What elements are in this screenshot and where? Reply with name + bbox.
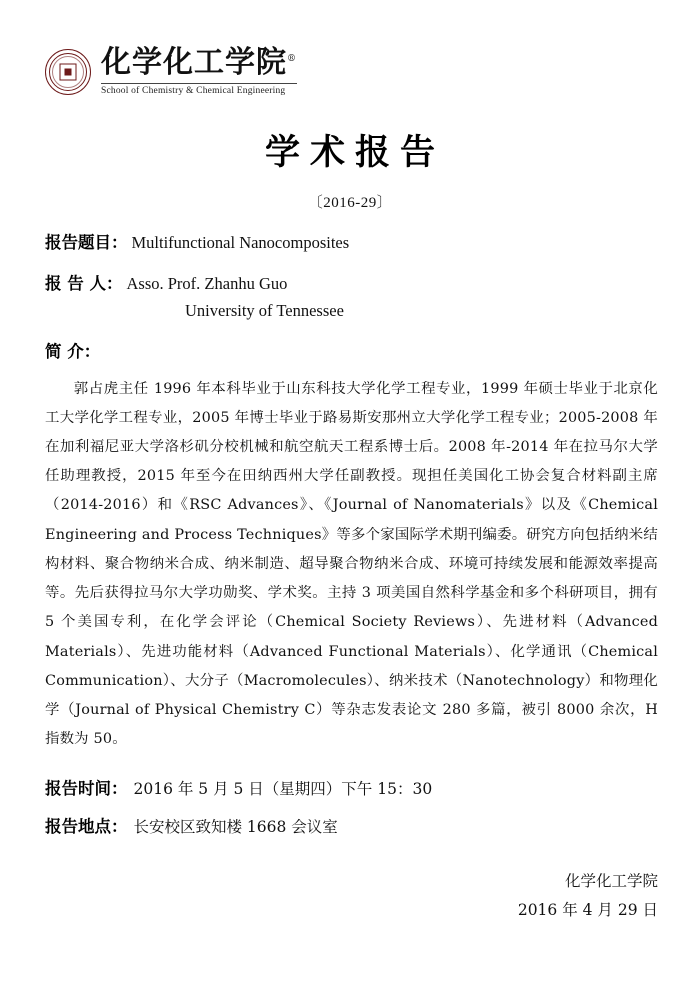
trademark-mark: ® bbox=[287, 54, 297, 64]
abstract-paragraph: 郭占虎主任 1996 年本科毕业于山东科技大学化学工程专业，1999 年硕士毕业于北京化工大学化学工程专业，2005 年博士毕业于路易斯安那州立大学化学工程专业；2005-2008 年在加利福尼亚大学洛杉矶分校机械和航空航天工程系博士后。2008 年-2014 年在拉马尔大学任助理教授，2015 年至今在田纳西州大学任副教授。现担任美国化工协会复合材料副主席（2014-2016）和《RSC Advances》、《Journal of Nanomaterials》以及《Chemical Engineering and Process Techniques》等多个家国际学术期刊编委。研究方向包括纳米结构材料、聚合物纳米合成、纳米制造、超导聚合物纳米合成、环境可持续发展和能源效率提高等。先后获得拉马尔大学功勋奖、学术奖。主持 3 项美国自然科学基金和多个科研项目，拥有 5 个美国专利，在化学会评论（Chemical Society Reviews）、先进材料（Advanced Materials）、先进功能材料（Advanced Functional Materials）、化学通讯（Chemical Communication）、大分子（Macromolecules）、纳米技术（Nanotechnology）和物理化学（Journal of Physical Chemistry C）等杂志发表论文 280 多篇，被引 8000 余次，H 指数为 50。 bbox=[45, 380, 658, 748]
field-row-intro bbox=[45, 338, 658, 362]
field-row-topic bbox=[45, 229, 658, 253]
signature-block bbox=[0, 867, 700, 926]
meta-row-location bbox=[45, 813, 658, 837]
school-name-cn bbox=[101, 45, 297, 80]
university-crest-icon bbox=[45, 49, 91, 95]
letterhead bbox=[0, 0, 700, 97]
field-value-speaker: Asso. Prof. Zhanhu Guo bbox=[126, 273, 288, 293]
field-label-intro: 简 介： bbox=[45, 341, 101, 361]
field-value-speaker-affiliation: University of Tennessee bbox=[185, 300, 344, 320]
document-number: 〔2016-29〕 bbox=[307, 194, 393, 211]
field-value-topic: Multifunctional Nanocomposites bbox=[131, 232, 350, 252]
crest-emblem bbox=[60, 64, 77, 81]
signature-org: 化学化工学院 bbox=[564, 871, 658, 890]
page-title: 学术报告 bbox=[264, 131, 445, 173]
signature-date: 2016 年 4 月 29 日 bbox=[517, 900, 658, 919]
field-label-speaker: 报 告 人： bbox=[45, 273, 123, 293]
meta-value-time: 2016 年 5 月 5 日（星期四）下午 15：30 bbox=[133, 779, 433, 798]
letterhead-text bbox=[101, 45, 297, 97]
field-row-speaker bbox=[45, 270, 658, 294]
meta-value-location: 长安校区致知楼 1668 会议室 bbox=[133, 817, 338, 836]
school-name-en: School of Chemistry & Chemical Engineering bbox=[101, 83, 297, 97]
meta-label-location: 报告地点： bbox=[45, 816, 128, 836]
field-label-topic: 报告题目： bbox=[45, 232, 128, 252]
meta-block bbox=[45, 775, 658, 837]
meta-row-time bbox=[45, 775, 658, 799]
document-body bbox=[0, 229, 700, 837]
school-name-cn-text: 化学化工学院 bbox=[101, 45, 287, 80]
meta-label-time: 报告时间： bbox=[45, 778, 128, 798]
